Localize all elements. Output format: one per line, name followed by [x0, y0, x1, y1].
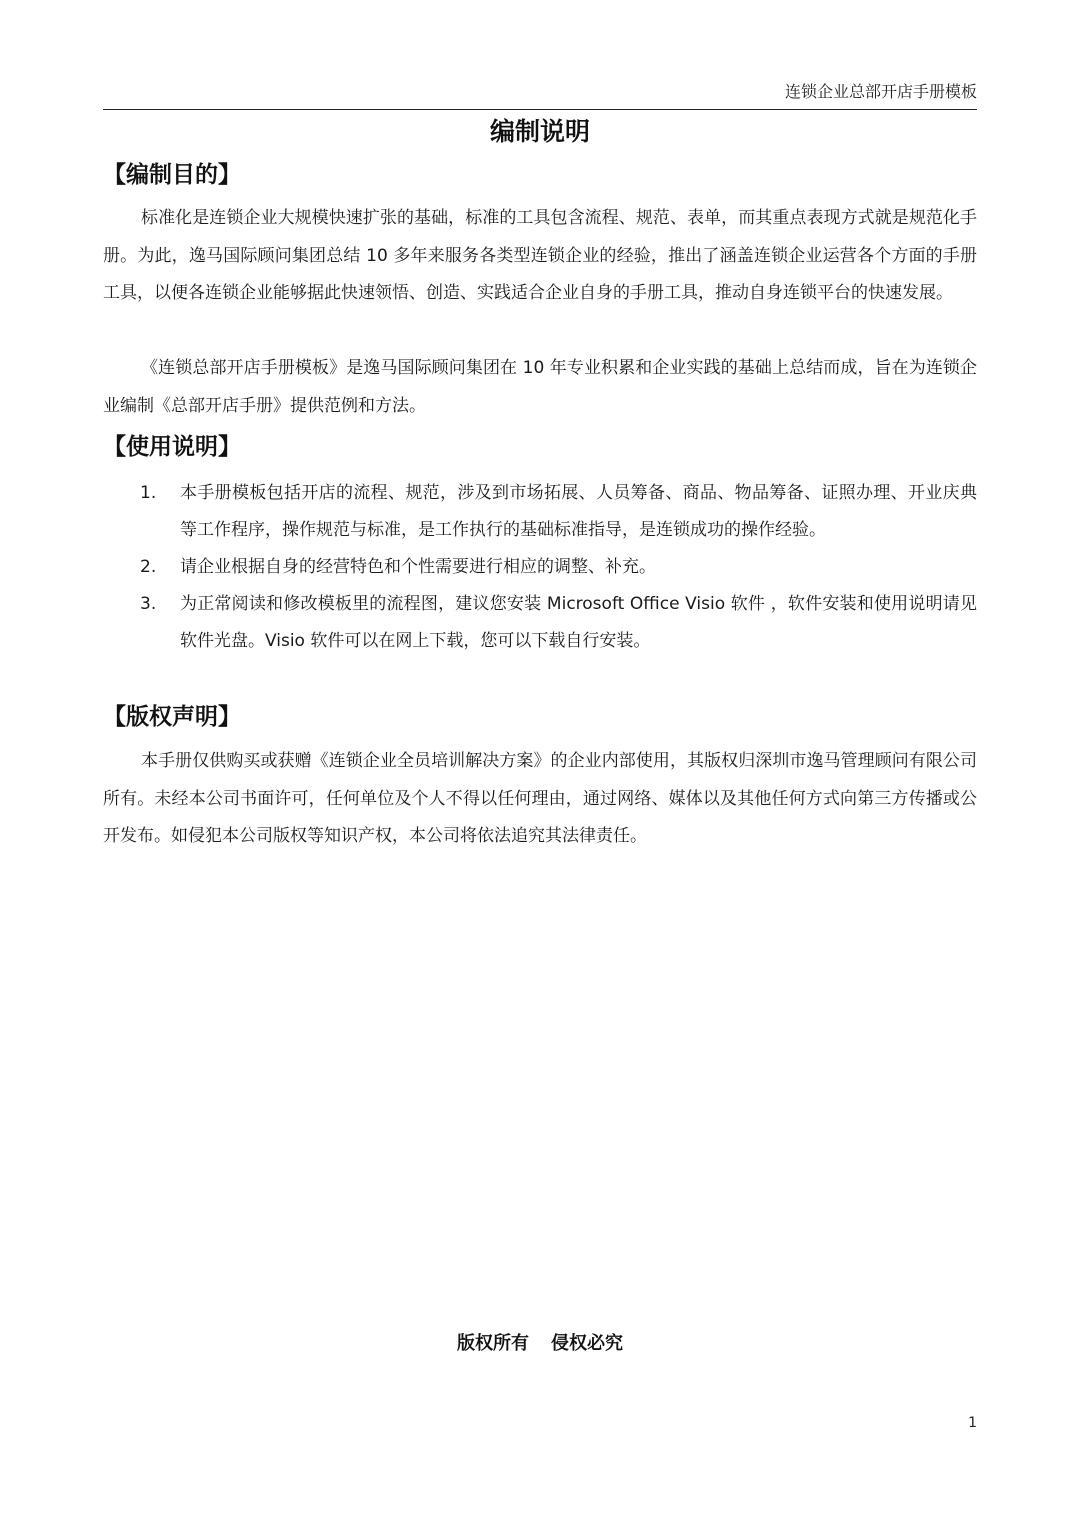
page-number: 1 [968, 1415, 977, 1431]
copyright-paragraph-text: 本手册仅供购买或获赠《连锁企业全员培训解决方案》的企业内部使用，其版权归深圳市逸马管理顾问有限公司所有。未经本公司书面许可，任何单位及个人不得以任何理由，通过网络、媒体以及其他任何方式向第三方传播或公开发布。如侵犯本公司版权等知识产权，本公司将依法追究其法律责任。 [103, 751, 977, 846]
section-heading-purpose: 【编制目的】 [103, 162, 241, 188]
infringement-warning-text: 侵权必究 [551, 1333, 623, 1354]
list-item [103, 586, 977, 660]
section-heading-copyright: 【版权声明】 [103, 704, 241, 730]
header-divider [103, 109, 977, 110]
purpose-paragraph-2 [103, 350, 977, 425]
list-item-text: 请企业根据自身的经营特色和个性需要进行相应的调整、补充。 [180, 557, 656, 577]
list-item-number: 3. [140, 594, 157, 614]
rights-reserved-text: 版权所有 [457, 1333, 529, 1354]
list-item-text: 为正常阅读和修改模板里的流程图，建议您安装 Microsoft Office Visio 软件 ，软件安装和使用说明请见软件光盘。Visio 软件可以在网上下载，您可以下载自行安装。 [180, 594, 977, 651]
purpose-paragraph-2-text: 《连锁总部开店手册模板》是逸马国际顾问集团在 10 年专业积累和企业实践的基础上总结而成，旨在为连锁企业编制《总部开店手册》提供范例和方法。 [103, 358, 977, 416]
list-item-number: 1. [140, 483, 157, 503]
list-item [103, 549, 977, 586]
list-item [103, 475, 977, 549]
running-header-title: 连锁企业总部开店手册模板 [784, 82, 977, 101]
list-item-number: 2. [140, 557, 157, 577]
usage-list [103, 475, 977, 660]
purpose-paragraph-1-text: 标准化是连锁企业大规模快速扩张的基础，标准的工具包含流程、规范、表单，而其重点表现方式就是规范化手册。为此，逸马国际顾问集团总结 10 多年来服务各类型连锁企业的经验，推出了涵盖连锁企业运营各个方面的手册工具，以便各连锁企业能够据此快速领悟、创造、实践适合企业自身的手册工具，推动自身连锁平台的快速发展。 [103, 208, 977, 303]
page-title: 编制说明 [489, 117, 590, 146]
list-item-text: 本手册模板包括开店的流程、规范，涉及到市场拓展、人员筹备、商品、物品筹备、证照办理、开业庆典等工作程序，操作规范与标准，是工作执行的基础标准指导，是连锁成功的操作经验。 [180, 483, 977, 540]
section-heading-usage: 【使用说明】 [103, 434, 241, 460]
rights-notice [103, 1331, 977, 1357]
copyright-paragraph [103, 743, 977, 856]
purpose-paragraph-1 [103, 200, 977, 313]
